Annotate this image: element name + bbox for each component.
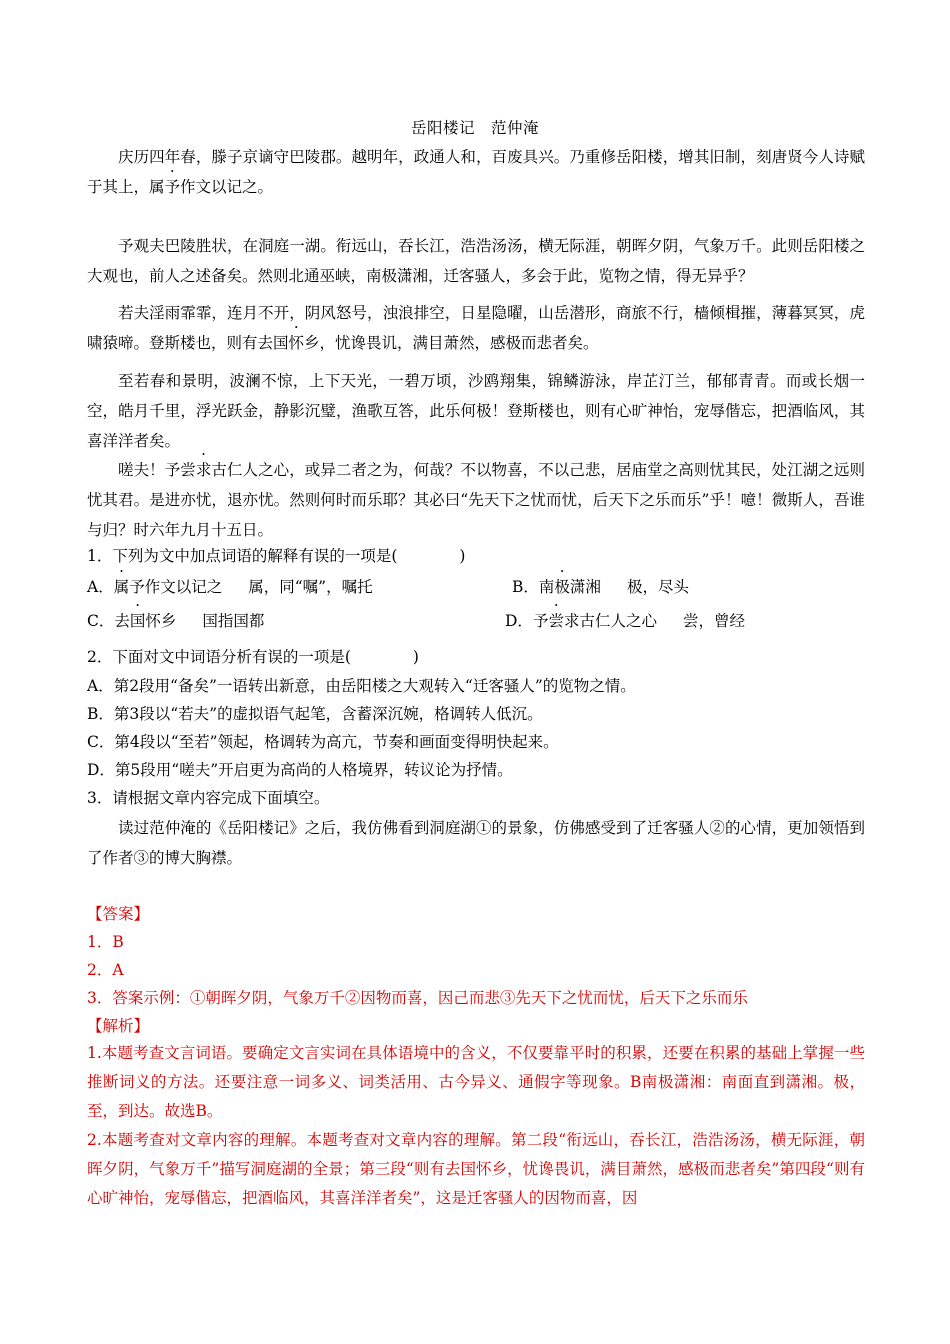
author-name: 范仲淹 <box>491 119 540 137</box>
question-1-option-b: B．南极潇湘 极，尽头 <box>512 578 689 596</box>
question-1-option-d: D．予尝求古仁人之心 尝，曾经 <box>505 612 745 630</box>
answer-item-2: 2．A <box>87 961 124 979</box>
answer-item-1: 1．B <box>87 933 124 951</box>
answer-item-3: 3．答案示例：①朝晖夕阴，气象万千②因物而喜，因己而悲③先天下之忧而忧，后天下之乐而乐 <box>87 989 748 1007</box>
question-2-option-d: D．第5段用“嗟夫”开启更为高尚的人格境界，转议论为抒情。 <box>87 761 513 779</box>
question-2-option-c: C．第4段以“至若”领起，格调转为高亢，节奏和画面变得明快起来。 <box>87 733 559 751</box>
passage-paragraph-2: 予观夫巴陵胜状，在洞庭一湖。衔远山，吞长江，浩浩汤汤，横无际涯，朝晖夕阴，气象万千。此则岳阳楼之大观也，前人之述备矣。然则北通巫峡，南极潇湘，迁客骚人，多会于此，览物之情，得无异乎？ <box>87 237 865 285</box>
question-2-option-a: A．第2段用“备矣”一语转出新意，由岳阳楼之大观转入“迁客骚人”的览物之情。 <box>87 677 636 695</box>
question-3-text: 读过范仲淹的《岳阳楼记》之后，我仿佛看到洞庭湖①的景象，仿佛感受到了迁客骚人②的心情，更加领悟到了作者③的博大胸襟。 <box>87 819 865 867</box>
analysis-item-1: 1.本题考查文言词语。要确定文言实词在具体语境中的含义，不仅要靠平时的积累，还要在积累的基础上掌握一些推断词义的方法。还要注意一词多义、词类活用、古今异义、通假字等现象。B南极潇湘：南面直到潇湘。极，至，到达。故选B。 <box>87 1044 865 1120</box>
analysis-item-2: 2.本题考查对文章内容的理解。本题考查对文章内容的理解。第二段“衔远山，吞长江，浩浩汤汤，横无际涯，朝晖夕阴，气象万千”描写洞庭湖的全景；第三段“则有去国怀乡，忧谗畏讥，满目萧然，感极而悲者矣”第四段“则有心旷神怡，宠辱偕忘，把酒临风，其喜洋洋者矣”，这是迁客骚人的因物而喜，因 <box>87 1131 865 1207</box>
passage-paragraph-5: 嗟夫！予尝求古仁人之心，或异二者之为，何哉？不以物喜，不以己悲，居庙堂之高则忧其民，处江湖之远则忧其君。是进亦忧，退亦忧。然则何时而乐耶？其必曰“先天下之忧而忧，后天下之乐而乐”乎！噫！微斯人，吾谁与归？时六年九月十五日。 <box>87 461 865 539</box>
analysis-heading: 【解析】 <box>87 1017 150 1035</box>
title-text: 岳阳楼记 <box>410 119 475 137</box>
answer-heading: 【答案】 <box>87 905 150 923</box>
question-2-option-b: B．第3段以“若夫”的虚拟语气起笔，含蓄深沉婉，格调转人低沉。 <box>87 705 543 723</box>
passage-paragraph-1: 庆历四年春，滕子京谪守巴陵郡。越明年，政通人和，百废具兴。乃重修岳阳楼，增其旧制，刻唐贤今人诗赋于其上，属予作文以记之。 <box>87 148 865 196</box>
question-2-stem: 2．下面对文中词语分析有误的一项是( ) <box>87 648 419 666</box>
passage-paragraph-3: 若夫淫雨霏霏，连月不开，阴风怒号，浊浪排空，日星隐曜，山岳潜形，商旅不行，樯倾楫摧，薄暮冥冥，虎啸猿啼。登斯楼也，则有去国怀乡，忧谗畏讥，满目萧然，感极而悲者矣。 <box>87 304 865 352</box>
question-3-stem: 3．请根据文章内容完成下面填空。 <box>87 789 330 807</box>
question-1-option-a: A．属予作文以记之 属，同“嘱”，嘱托 <box>87 578 373 596</box>
passage-title <box>0 116 950 138</box>
question-1-stem: 1．下列为文中加点词语的解释有误的一项是( ) <box>87 547 466 565</box>
passage-paragraph-4: 至若春和景明，波澜不惊，上下天光，一碧万顷，沙鸥翔集，锦鳞游泳，岸芷汀兰，郁郁青青。而或长烟一空，皓月千里，浮光跃金，静影沉璧，渔歌互答，此乐何极！登斯楼也，则有心旷神怡，宠辱偕忘，把酒临风，其喜洋洋者矣。 <box>87 372 865 450</box>
question-1-option-c: C．去国怀乡 国指国都 <box>87 612 265 630</box>
